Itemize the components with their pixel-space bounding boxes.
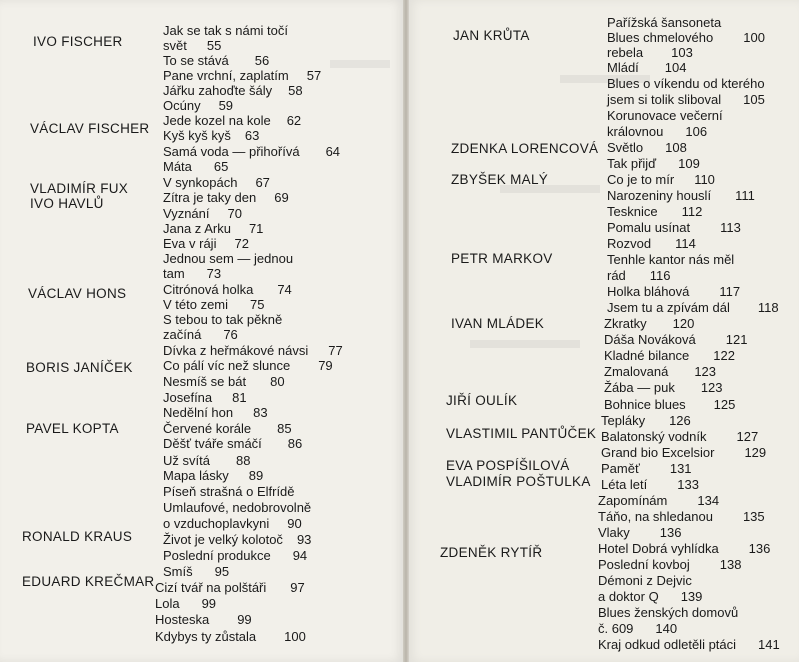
song-entry: rád 116: [607, 268, 671, 283]
song-entry: Dáša Nováková 121: [604, 332, 748, 347]
song-entry: Jede kozel na kole 62: [163, 113, 302, 128]
song-entry: Tepláky 126: [601, 413, 691, 428]
song-entry: Kladné bilance 122: [604, 348, 735, 363]
artist-name: RONALD KRAUS: [22, 529, 133, 544]
song-entry: Pomalu usínat 113: [607, 220, 741, 235]
song-entry: Jednou sem — jednou: [163, 251, 294, 266]
artist-name: EDUARD KREČMAR: [22, 574, 155, 589]
artist-name: IVO HAVLŮ: [30, 196, 104, 211]
song-entry: Blues o víkendu od kterého: [607, 76, 765, 91]
song-entry: Červené korále 85: [163, 421, 292, 436]
song-entry: Démoni z Dejvic: [598, 573, 692, 588]
song-entry: Tak přijď 109: [607, 156, 700, 171]
song-entry: rebela 103: [607, 45, 693, 60]
song-entry: Dívka z heřmákové návsi 77: [163, 343, 343, 358]
song-entry: Zkratky 120: [604, 316, 695, 331]
song-entry: o vzduchoplavkyni 90: [163, 516, 302, 531]
song-entry: Zítra je taky den 69: [163, 190, 289, 205]
song-entry: Korunovace večerní: [607, 108, 723, 123]
song-entry: tam 73: [163, 266, 222, 281]
artist-name: VÁCLAV FISCHER: [30, 121, 150, 136]
song-entry: Jana z Arku 71: [163, 221, 264, 236]
song-entry: Nesmíš se bát 80: [163, 374, 285, 389]
song-entry: jsem si tolik sliboval 105: [607, 92, 765, 107]
song-entry: Vlaky 136: [598, 525, 682, 540]
song-entry: Narozeniny houslí 111: [607, 188, 755, 203]
song-entry: Poslední produkce 94: [163, 548, 308, 563]
song-entry: Nedělní hon 83: [163, 405, 268, 420]
song-entry: To se stává 56: [163, 53, 270, 68]
artist-name: VLADIMÍR FUX: [30, 181, 129, 196]
song-entry: Blues chmelového 100: [607, 30, 765, 45]
song-entry: Bohnice blues 125: [604, 397, 736, 412]
song-entry: Co je to mír 110: [607, 172, 715, 187]
song-entry: č. 609 140: [598, 621, 678, 636]
artist-name: ZDENKA LORENCOVÁ: [451, 141, 599, 156]
song-entry: Smíš 95: [163, 564, 230, 579]
artist-name: ZDENĚK RYTÍŘ: [440, 545, 543, 560]
song-entry: Žába — puk 123: [604, 380, 723, 395]
song-entry: Paměť 131: [601, 461, 692, 476]
artist-name: IVO FISCHER: [33, 34, 123, 49]
song-entry: Už svítá 88: [163, 453, 251, 468]
song-entry: Eva v ráji 72: [163, 236, 249, 251]
song-entry: královnou 106: [607, 124, 708, 139]
song-entry: Mapa lásky 89: [163, 468, 264, 483]
song-entry: Píseň strašná o Elfrídě: [163, 484, 295, 499]
artist-name: JAN KRŮTA: [453, 28, 530, 43]
song-entry: svět 55: [163, 38, 222, 53]
song-entry: Grand bio Excelsior 129: [601, 445, 767, 460]
song-entry: Citrónová holka 74: [163, 282, 292, 297]
song-entry: Mládí 104: [607, 60, 687, 75]
song-entry: začíná 76: [163, 327, 238, 342]
song-entry: Josefína 81: [163, 390, 247, 405]
artist-name: PAVEL KOPTA: [26, 421, 119, 436]
song-entry: Lola 99: [155, 596, 217, 611]
song-entry: Hotel Dobrá vyhlídka 136: [598, 541, 771, 556]
song-entry: V této zemi 75: [163, 297, 265, 312]
song-entry: Zapomínám 134: [598, 493, 720, 508]
artist-name: BORIS JANÍČEK: [26, 360, 133, 375]
artist-name: VLASTIMIL PANTŮČEK: [446, 426, 597, 441]
song-entry: Blues ženských domovů: [598, 605, 739, 620]
song-entry: Jsem tu a zpívám dál 118: [607, 300, 779, 315]
song-entry: Léta letí 133: [601, 477, 699, 492]
song-entry: Rozvod 114: [607, 236, 696, 251]
song-entry: V synkopách 67: [163, 175, 270, 190]
artist-name: PETR MARKOV: [451, 251, 553, 266]
artist-name: EVA POSPÍŠILOVÁ: [446, 458, 570, 473]
song-entry: a doktor Q 139: [598, 589, 703, 604]
artist-name: VÁCLAV HONS: [28, 286, 127, 301]
song-entry: Máta 65: [163, 159, 229, 174]
song-entry: Vyznání 70: [163, 206, 242, 221]
artist-name: ZBYŠEK MALÝ: [451, 172, 549, 187]
book-gutter: [403, 0, 409, 662]
song-entry: Kdybys ty zůstala 100: [155, 629, 306, 644]
artist-name: VLADIMÍR POŠTULKA: [446, 474, 591, 489]
song-entry: Samá voda — přihořívá 64: [163, 144, 341, 159]
song-entry: Co pálí víc než slunce 79: [163, 358, 333, 373]
song-entry: Pane vrchní, zaplatím 57: [163, 68, 322, 83]
song-entry: Život je velký kolotoč 93: [163, 532, 312, 547]
song-entry: Kyš kyš kyš 63: [163, 128, 260, 143]
artist-name: JIŘÍ OULÍK: [446, 393, 518, 408]
song-entry: Táňo, na shledanou 135: [598, 509, 765, 524]
song-entry: Hosteska 99: [155, 612, 252, 627]
song-entry: Pařížská šansoneta: [607, 15, 722, 30]
song-entry: Poslední kovboj 138: [598, 557, 742, 572]
song-entry: S tebou to tak pěkně: [163, 312, 283, 327]
song-entry: Děšť tváře smáčí 86: [163, 436, 303, 451]
song-entry: Zmalovaná 123: [604, 364, 717, 379]
song-entry: Umlaufové, nedobrovolně: [163, 500, 312, 515]
song-entry: Kraj odkud odletěli ptáci 141: [598, 637, 780, 652]
song-entry: Světlo 108: [607, 140, 687, 155]
song-entry: Balatonský vodník 127: [601, 429, 759, 444]
artist-name: IVAN MLÁDEK: [451, 316, 545, 331]
song-entry: Ocúny 59: [163, 98, 234, 113]
song-entry: Tenhle kantor nás měl: [607, 252, 735, 267]
song-entry: Jak se tak s námi točí: [163, 23, 288, 38]
song-entry: Tesknice 112: [607, 204, 703, 219]
song-entry: Cizí tvář na polštáři 97: [155, 580, 305, 595]
song-entry: Jářku zahoďte šály 58: [163, 83, 303, 98]
song-entry: Holka bláhová 117: [607, 284, 741, 299]
